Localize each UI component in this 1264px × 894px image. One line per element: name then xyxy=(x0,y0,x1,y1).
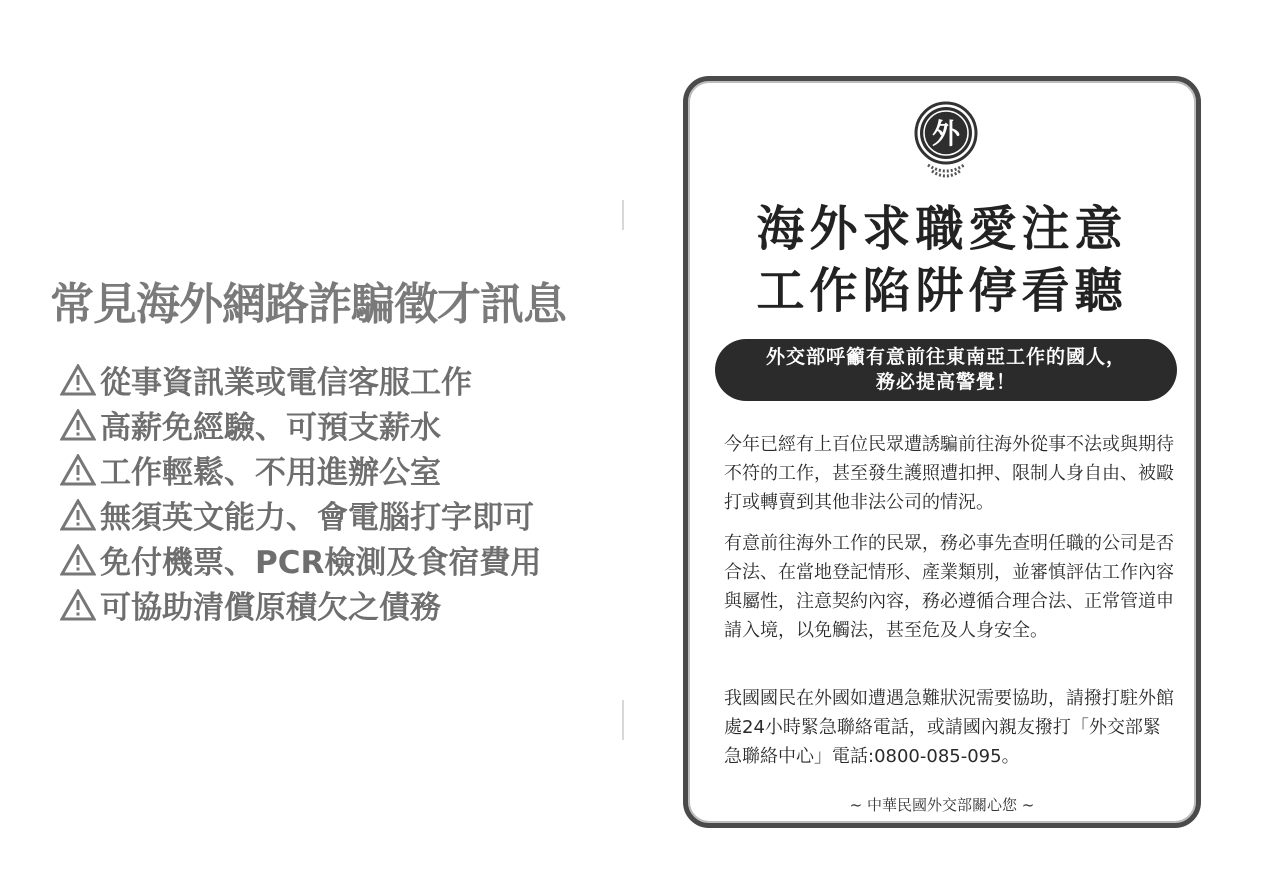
footer-signature: ~ 中華民國外交部關心您 ~ xyxy=(849,796,1035,814)
warning-triangle-icon xyxy=(60,454,96,486)
warning-triangle-icon xyxy=(60,499,96,531)
ministry-seal-icon xyxy=(914,99,978,191)
scam-ads-title: 常見海外網路詐騙徵才訊息 xyxy=(50,279,566,330)
list-item xyxy=(60,582,610,627)
fold-mark-top xyxy=(622,200,624,230)
warning-triangle-icon xyxy=(60,409,96,441)
seal-glyph: 外 xyxy=(931,117,961,150)
headline-line-1: 海外求職愛注意 xyxy=(756,201,1128,257)
list-item xyxy=(60,402,610,447)
fold-mark-bottom xyxy=(622,700,624,740)
list-item-text: 從事資訊業或電信客服工作 xyxy=(100,365,472,401)
warning-triangle-icon xyxy=(60,544,96,576)
left-page xyxy=(50,275,610,627)
warning-triangle-icon xyxy=(60,364,96,396)
list-item xyxy=(60,447,610,492)
advisory-card xyxy=(683,76,1201,828)
warning-triangle-icon xyxy=(60,589,96,621)
scam-ad-list xyxy=(50,357,610,627)
banner-line-1: 外交部呼籲有意前往東南亞工作的國人， xyxy=(765,346,1126,368)
list-item-text: 可協助清償原積欠之債務 xyxy=(100,590,441,626)
list-item xyxy=(60,492,610,537)
alert-banner xyxy=(715,339,1177,401)
list-item xyxy=(60,537,610,582)
paragraph-situation: 今年已經有上百位民眾遭誘騙前往海外從事不法或與期待不符的工作，甚至發生護照遭扣押、限制人身自由、被毆打或轉賣到其他非法公司的情況。 xyxy=(724,434,1174,513)
list-item-text: 免付機票、PCR檢測及食宿費用 xyxy=(100,545,542,581)
banner-line-2: 務必提高警覺！ xyxy=(875,371,1016,393)
list-item-text: 工作輕鬆、不用進辦公室 xyxy=(100,455,441,491)
paragraph-emergency-contact: 我國國民在外國如遭遇急難狀況需要協助，請撥打駐外館處24小時緊急聯絡電話，或請國內親友撥打「外交部緊急聯絡中心」電話:0800-085-095。 xyxy=(724,688,1174,767)
paragraph-advice: 有意前往海外工作的民眾，務必事先查明任職的公司是否合法、在當地登記情形、產業類別，並審慎評估工作內容與屬性，注意契約內容，務必遵循合理合法、正常管道申請入境，以免觸法，甚至危及人身安全。 xyxy=(724,533,1174,641)
headline-line-2: 工作陷阱停看聽 xyxy=(756,263,1128,319)
list-item-text: 無須英文能力、會電腦打字即可 xyxy=(100,500,534,536)
list-item-text: 高薪免經驗、可預支薪水 xyxy=(100,410,441,446)
list-item xyxy=(60,357,610,402)
